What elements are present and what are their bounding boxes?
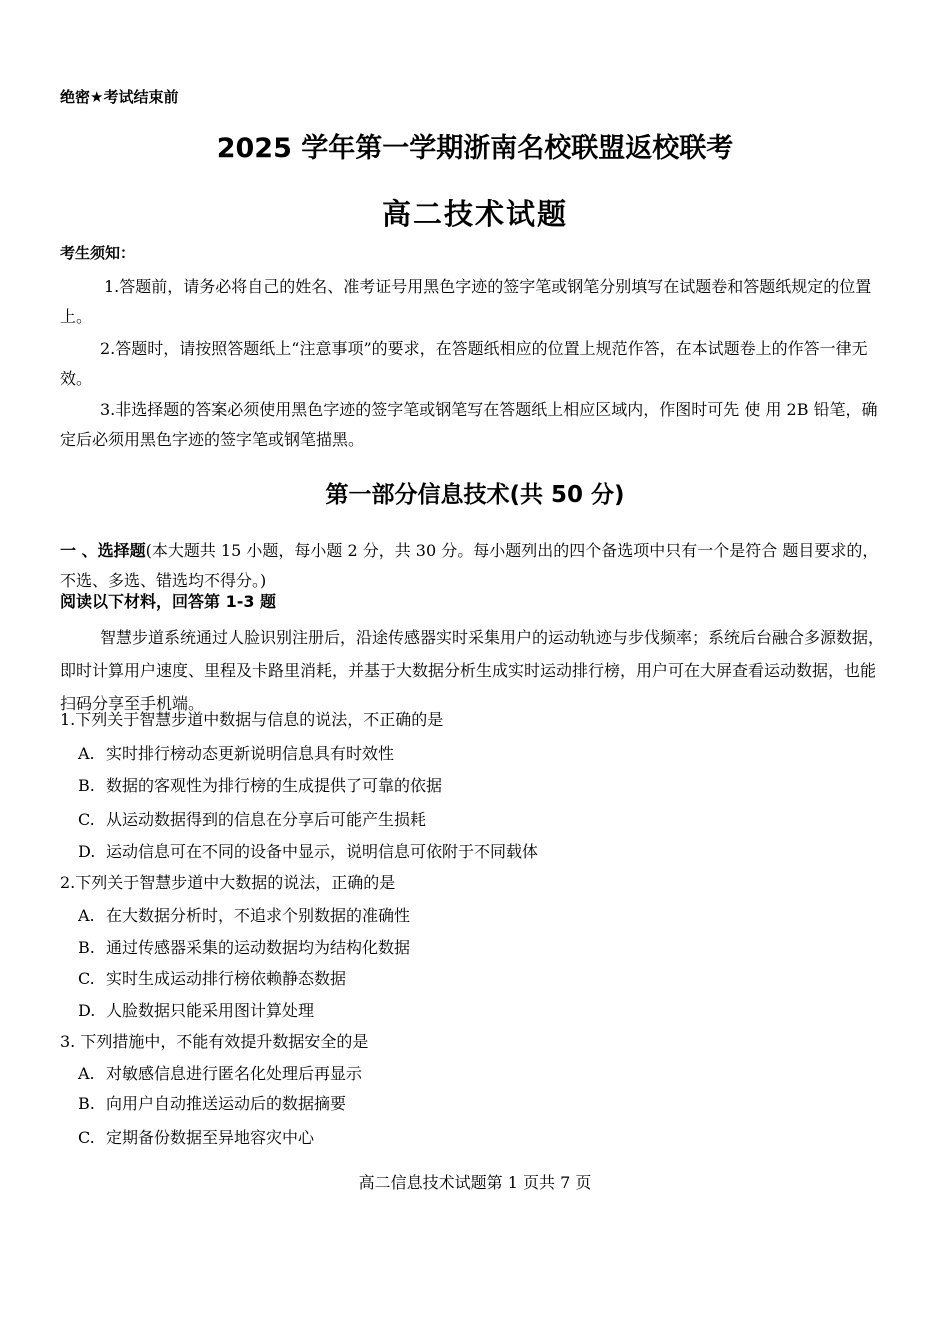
- exam-title: 2025 学年第一学期浙南名校联盟返校联考: [216, 133, 734, 164]
- confidential-label: 绝密★考试结束前: [60, 88, 179, 106]
- option-letter: B.: [78, 1094, 95, 1113]
- question-stem: 3. 下列措施中，不能有效提升数据安全的是: [60, 1032, 369, 1051]
- option-text: 在大数据分析时，不追求个别数据的准确性: [106, 906, 411, 925]
- option-letter: B.: [78, 938, 95, 957]
- option-text: 定期备份数据至异地容灾中心: [106, 1128, 315, 1147]
- option-text: 运动信息可在不同的设备中显示，说明信息可依附于不同载体: [106, 842, 539, 861]
- reading-heading: 阅读以下材料，回答第 1-3 题: [60, 592, 277, 611]
- notice-item: 3.非选择题的答案必须使用黑色字迹的签字笔或钢笔写在答题纸上相应区域内，作图时可先 使 用 2B 铅笔，确定后必须用黑色字迹的签字笔或钢笔描黑。: [60, 400, 878, 449]
- option-b: [78, 935, 410, 958]
- option-a: [78, 741, 394, 764]
- option-letter: D.: [78, 1001, 96, 1020]
- option-letter: C.: [78, 810, 95, 829]
- option-d: [78, 998, 314, 1021]
- option-a: [78, 1061, 362, 1084]
- option-a: [78, 903, 410, 926]
- section-instructions: [60, 536, 882, 596]
- section-description: (本大题共 15 小题，每小题 2 分，共 30 分。每小题列出的四个备选项中只有一个是符合 题目要求的，不选、多选、错选均不得分。): [60, 541, 879, 590]
- page-footer: 高二信息技术试题第 1 页共 7 页: [358, 1173, 592, 1192]
- question-stem: 2.下列关于智慧步道中大数据的说法，正确的是: [60, 873, 396, 892]
- section-label: 一 、选择题: [60, 541, 146, 560]
- option-letter: C.: [78, 1128, 95, 1147]
- option-letter: A.: [78, 906, 95, 925]
- option-letter: D.: [78, 842, 96, 861]
- option-text: 向用户自动推送运动后的数据摘要: [106, 1094, 347, 1113]
- option-text: 从运动数据得到的信息在分享后可能产生损耗: [106, 810, 427, 829]
- option-letter: A.: [78, 1064, 95, 1083]
- option-c: [78, 1125, 314, 1148]
- option-d: [78, 839, 538, 862]
- option-text: 实时排行榜动态更新说明信息具有时效性: [106, 744, 395, 763]
- reading-material: 智慧步道系统通过人脸识别注册后，沿途传感器实时采集用户的运动轨迹与步伐频率；系统后台融合多源数据，即时计算用户速度、里程及卡路里消耗，并基于大数据分析生成实时运动排行榜，用户可在大屏查看运动数据，也能扫码分享至手机端。: [60, 628, 885, 713]
- option-c: [78, 807, 426, 830]
- option-letter: B.: [78, 776, 95, 795]
- option-c: [78, 966, 346, 989]
- notice-heading: 考生须知：: [60, 244, 136, 262]
- exam-subtitle: 高二技术试题: [381, 197, 568, 231]
- option-text: 通过传感器采集的运动数据均为结构化数据: [106, 938, 411, 957]
- option-text: 实时生成运动排行榜依赖静态数据: [106, 969, 347, 988]
- question-stem: 1.下列关于智慧步道中数据与信息的说法，不正确的是: [60, 710, 444, 729]
- part-title: 第一部分信息技术(共 50 分): [325, 482, 625, 508]
- option-text: 数据的客观性为排行榜的生成提供了可靠的依据: [106, 776, 443, 795]
- option-text: 人脸数据只能采用图计算处理: [106, 1001, 315, 1020]
- option-letter: C.: [78, 969, 95, 988]
- option-b: [78, 1091, 346, 1114]
- option-letter: A.: [78, 744, 95, 763]
- notice-item: 2.答题时，请按照答题纸上“注意事项”的要求，在答题纸相应的位置上规范作答，在本试题卷上的作答一律无效。: [60, 339, 868, 388]
- option-b: [78, 773, 442, 796]
- option-text: 对敏感信息进行匿名化处理后再显示: [106, 1064, 363, 1083]
- notice-item: 1.答题前，请务必将自己的姓名、准考证号用黑色字迹的签字笔或钢笔分别填写在试题卷和答题纸规定的位置上。: [60, 277, 872, 326]
